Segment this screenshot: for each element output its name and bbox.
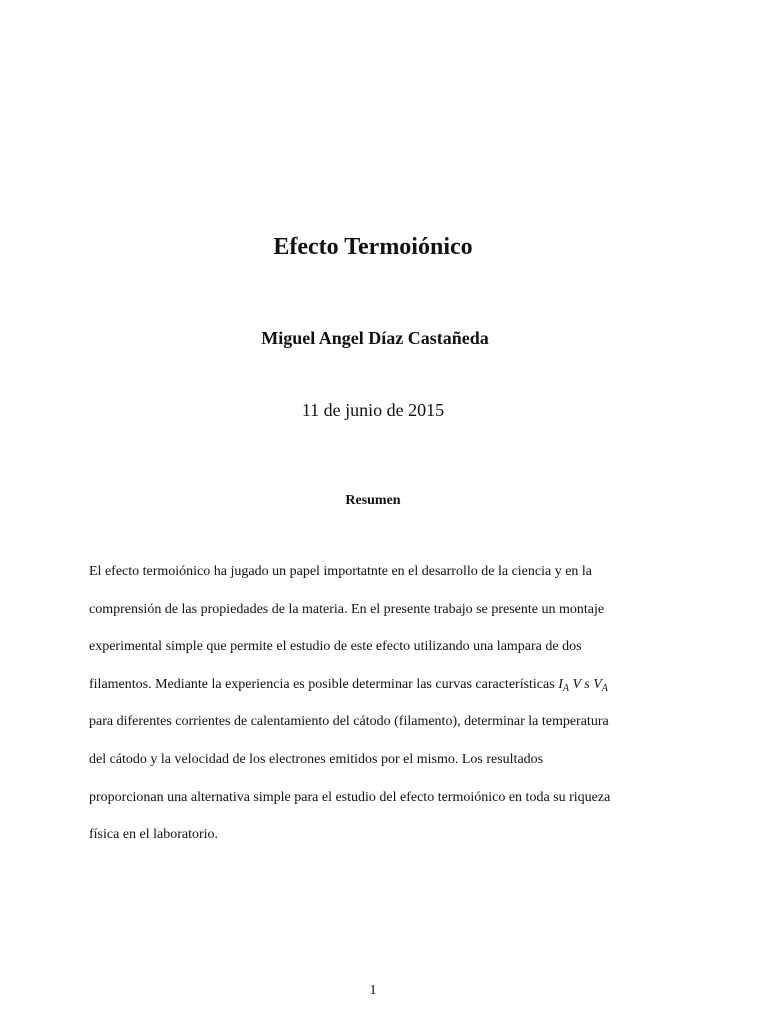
abstract-line: para diferentes corrientes de calentamiento del cátodo (filamento), determinar la temperatura [89,714,609,730]
abstract-line: experimental simple que permite el estudio de este efecto utilizando una lampara de dos [89,639,582,655]
abstract-line: del cátodo y la velocidad de los electrones emitidos por el mismo. Los resultados [89,751,544,767]
abstract-line: física en el laboratorio. [89,827,219,843]
abstract-line-text: filamentos. Mediante la experiencia es posible determinar las curvas características [89,676,559,692]
abstract-line: comprensión de las propiedades de la materia. En el presente trabajo se presente un montaje [89,601,605,617]
abstract-heading: Resumen [345,493,401,508]
document-date: 11 de junio de 2015 [301,400,445,420]
math-current-subscript: A [562,682,569,694]
abstract-line: El efecto termoiónico ha jugado un papel importatnte en el desarrollo de la ciencia y en la [89,564,593,579]
author-name: Miguel Angel Díaz Castañeda [261,328,489,348]
math-voltage-subscript: A [601,682,608,694]
page-number: 1 [369,983,377,998]
math-voltage-symbol: V [593,676,602,692]
abstract-body [89,562,669,863]
abstract-line: proporcionan una alternativa simple para el estudio del efecto termoiónico en toda su riqueza [89,789,611,805]
math-current-symbol: I [558,676,563,692]
document-title: Efecto Termoiónico [273,234,473,260]
math-versus: V s [568,676,594,692]
abstract-line [89,675,669,713]
math-expression [558,677,608,692]
